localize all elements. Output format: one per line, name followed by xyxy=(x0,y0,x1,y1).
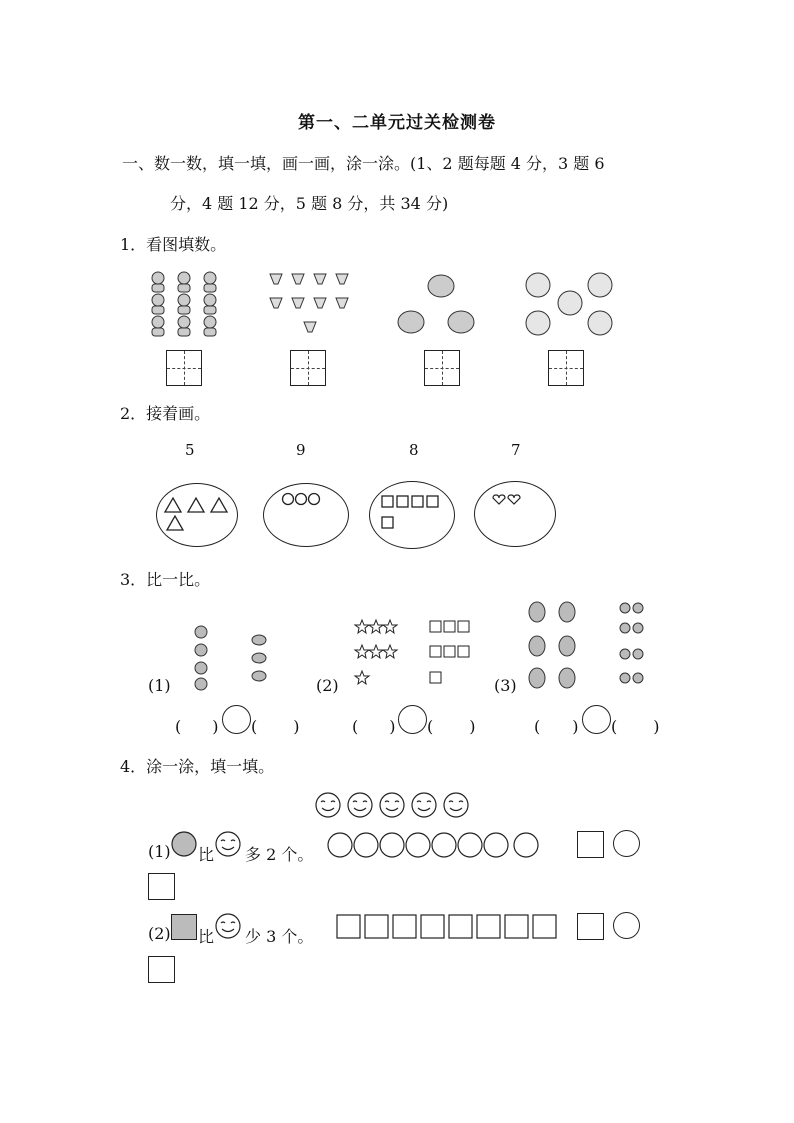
answer-box-1[interactable] xyxy=(166,350,202,386)
q4-part2-answer-box[interactable] xyxy=(577,913,604,940)
section-instruction-line1: 一、数一数，填一填，画一画，涂一涂。(1、2 题每题 4 分，3 题 6 xyxy=(122,154,605,173)
compare-blank-right-2[interactable]: ( ) xyxy=(427,717,476,736)
q4-part1-number: (1) xyxy=(148,842,171,861)
q4-part1-result-box[interactable] xyxy=(148,873,175,900)
compare-circle-2[interactable] xyxy=(398,705,427,734)
q3-label: 3．比一比。 xyxy=(120,570,211,589)
triangle-shapes-icon xyxy=(164,496,230,532)
q4-part1-symbol-circle[interactable] xyxy=(613,830,640,857)
doll-group-icon xyxy=(146,270,226,342)
compare-circle-1[interactable] xyxy=(222,705,251,734)
smiley-face-icon xyxy=(215,913,241,939)
smiley-faces-row-icon xyxy=(315,792,475,818)
compare-blank-right-3[interactable]: ( ) xyxy=(611,717,660,736)
q4-label: 4．涂一涂，填一填。 xyxy=(120,757,275,776)
heart-shapes-icon xyxy=(492,494,522,506)
compare-blank-left-3[interactable]: ( ) xyxy=(534,717,579,736)
q4-part1-answer-box[interactable] xyxy=(577,831,604,858)
q2-number-4: 7 xyxy=(511,441,521,459)
eggplant-strawberry-group-icon xyxy=(527,600,652,690)
q4-part2-result-box[interactable] xyxy=(148,956,175,983)
q2-number-2: 9 xyxy=(296,441,306,459)
flower-bug-group-icon xyxy=(193,624,273,690)
drawing-oval-4[interactable] xyxy=(474,481,556,547)
q4-part1-text: 多 2 个。 xyxy=(245,845,314,864)
pumpkin-group-icon xyxy=(524,271,616,341)
q4-part2-bi: 比 xyxy=(198,927,215,946)
shuttlecock-group-icon xyxy=(266,272,350,342)
q4-part2-number: (2) xyxy=(148,924,171,943)
shaded-square-icon xyxy=(171,914,197,940)
q2-number-3: 8 xyxy=(409,441,419,459)
answer-box-3[interactable] xyxy=(424,350,460,386)
q1-label: 1．看图填数。 xyxy=(120,235,227,254)
q3-sub1-label: (1) xyxy=(148,676,171,695)
compare-blank-left-1[interactable]: ( ) xyxy=(175,717,219,736)
empty-circles-row[interactable] xyxy=(327,832,543,858)
q2-label: 2．接着画。 xyxy=(120,404,211,423)
compare-circle-3[interactable] xyxy=(582,705,611,734)
q2-number-1: 5 xyxy=(185,441,195,459)
q3-sub3-label: (3) xyxy=(494,676,517,695)
empty-squares-row[interactable] xyxy=(336,914,560,940)
q4-part2-text: 少 3 个。 xyxy=(245,927,314,946)
square-shapes-icon xyxy=(381,495,443,531)
section-instruction-line2: 分，4 题 12 分，5 题 8 分，共 34 分) xyxy=(170,194,449,213)
star-square-group-icon xyxy=(356,619,476,689)
watermelon-group-icon xyxy=(395,266,481,340)
shaded-circle-icon xyxy=(171,831,197,857)
answer-box-2[interactable] xyxy=(290,350,326,386)
q4-part2-symbol-circle[interactable] xyxy=(613,912,640,939)
compare-blank-right-1[interactable]: ( ) xyxy=(251,717,300,736)
compare-blank-left-2[interactable]: ( ) xyxy=(352,717,396,736)
answer-box-4[interactable] xyxy=(548,350,584,386)
q3-sub2-label: (2) xyxy=(316,676,339,695)
page-title: 第一、二单元过关检测卷 xyxy=(298,113,496,133)
q4-part1-bi: 比 xyxy=(198,845,215,864)
circle-shapes-icon xyxy=(282,492,322,506)
smiley-face-icon xyxy=(215,831,241,857)
